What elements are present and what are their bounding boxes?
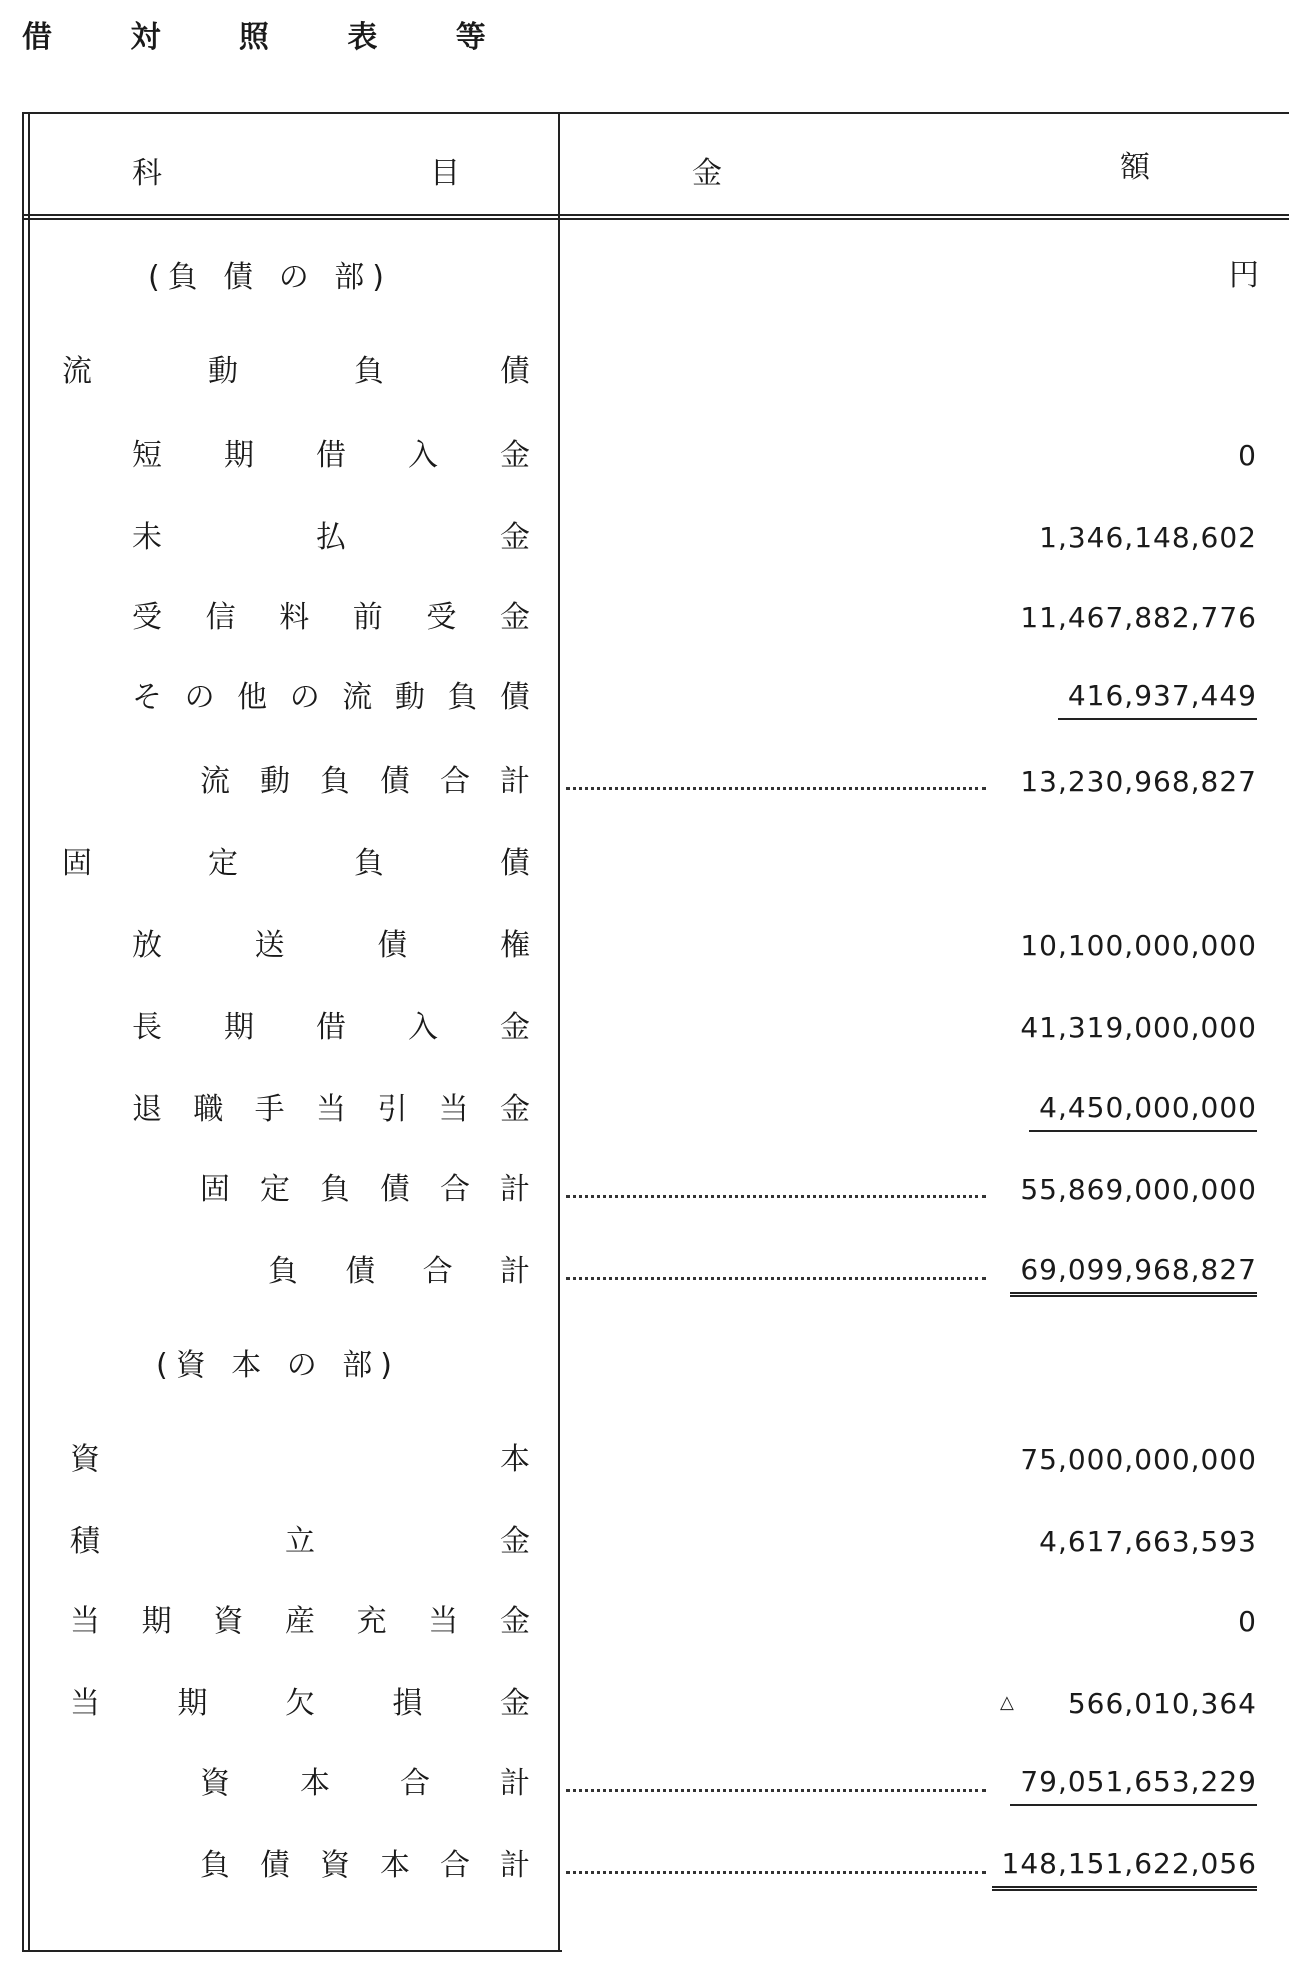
row-label: 資 本 合 計 (200, 1766, 530, 1801)
dotted-leader (566, 1834, 986, 1874)
row-label: そ の 他 の 流 動 負 債 (132, 680, 530, 715)
row-label: 放 送 債 権 (132, 928, 530, 963)
row-amount: 0 (1238, 1605, 1257, 1638)
page-title: 借 対 照 表 等 (22, 20, 520, 55)
dotted-leader (566, 1240, 986, 1280)
column-divider (558, 112, 560, 1952)
section-liabilities: (負 債 の 部) (148, 260, 393, 295)
header-item-a: 科 (132, 156, 162, 191)
row-amount: 10,100,000,000 (1020, 929, 1257, 962)
deficit-marker-icon: △ (1000, 1692, 1014, 1713)
dotted-leader (566, 1158, 986, 1198)
currency-unit: 円 (1229, 258, 1259, 293)
header-item-b: 目 (430, 156, 460, 191)
row-label: 固 定 負 債 合 計 (200, 1172, 530, 1207)
row-amount: 41,319,000,000 (1020, 1011, 1257, 1044)
section-capital: (資 本 の 部) (156, 1348, 401, 1383)
row-label: 流 動 負 債 合 計 (200, 764, 530, 799)
dotted-leader (566, 1752, 986, 1792)
row-label: 退 職 手 当 引 当 金 (132, 1092, 530, 1127)
row-label: 積 立 金 (70, 1524, 530, 1559)
row-amount: 4,617,663,593 (1039, 1525, 1257, 1558)
dotted-leader (566, 750, 986, 790)
row-amount: 11,467,882,776 (1020, 601, 1257, 634)
row-label: 負 債 合 計 (268, 1254, 530, 1289)
row-amount: 566,010,364 (1067, 1687, 1257, 1720)
table-bottom-rule (22, 1950, 562, 1952)
row-amount: 13,230,968,827 (1020, 765, 1257, 798)
header-bottom-rule (22, 214, 1289, 220)
table-left-rule (22, 112, 24, 1952)
row-amount: 75,000,000,000 (1020, 1443, 1257, 1476)
row-label: 短 期 借 入 金 (132, 438, 530, 473)
row-amount: 55,869,000,000 (1020, 1173, 1257, 1206)
table-left-rule-inner (28, 112, 30, 1952)
row-amount: 148,151,622,056 (992, 1846, 1257, 1891)
header-amount-a: 金 (692, 156, 722, 191)
row-amount: 0 (1238, 439, 1257, 472)
header-amount-b: 額 (1120, 150, 1150, 185)
row-amount: 79,051,653,229 (1010, 1764, 1257, 1806)
row-label: 負 債 資 本 合 計 (200, 1848, 530, 1883)
row-label: 資 本 (70, 1442, 530, 1477)
row-amount: 1,346,148,602 (1039, 521, 1257, 554)
row-amount: 69,099,968,827 (1010, 1252, 1257, 1297)
row-amount: 416,937,449 (1058, 678, 1257, 720)
row-label: 当 期 欠 損 金 (70, 1686, 530, 1721)
row-label: 流 動 負 債 (62, 354, 530, 389)
row-amount: 4,450,000,000 (1029, 1090, 1257, 1132)
row-label: 固 定 負 債 (62, 846, 530, 881)
table-top-rule (22, 112, 1289, 114)
row-label: 受 信 料 前 受 金 (132, 600, 530, 635)
row-label: 長 期 借 入 金 (132, 1010, 530, 1045)
row-label: 当 期 資 産 充 当 金 (70, 1604, 530, 1639)
row-label: 未 払 金 (132, 520, 530, 555)
